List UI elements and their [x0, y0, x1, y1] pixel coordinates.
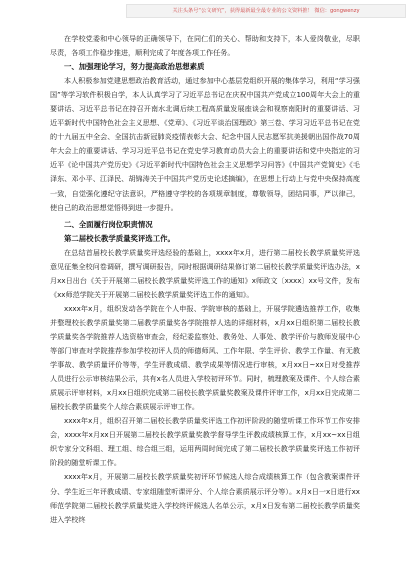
section-heading-1: 一、加强理论学习，努力提高政治思想素质 [64, 62, 205, 72]
body-paragraph: 在总结首届校长教学质量奖评选经验的基础上，xxxx年x月，进行第二届校长教学质量奖评选意见征集全校问卷调研，撰写调研报告，同时根据调研结果修订第二届校长教学质量奖评选办法，x月xx日出台《关于开展第二届校长教学质量奖评选工作的通知》x师政文〔xxxx〕xx号文件，发布《xx师范学院关于开展第二届校长教学质量奖评选工作的通知》。 [50, 247, 360, 299]
body-paragraph: xxxx年x月，组织发动各学院在个人申报、学院审核的基础上，开展学院遴选推荐工作，收集并整理校长教学质量奖第二届教学质量奖各学院推荐人选的详细材料，x月xx日组织第二届校长教学质量奖各学院推荐人选资格审查会，经纪委监察处、教务处、人事处、教学评价与教师发展中心等部门审查对学院推荐参加学校初评人员的师德师风、工作年限、学生评价、教学工作量、有无教学事故、教学质量评价等等，学生评教成绩、教学成果等情况进行审核，x月xx日~xx日对受推荐人员进行公示审核结果公示，共有x名人员进入学校初评环节。同时，梳理教案及课件、个人综合素质展示评审材料，x月xx日组织完成第二届校长教学质量奖教案及课件评审工作，x月xx日完成第二届校长教学质量奖个人综合素质展示评审工作。 [50, 303, 360, 412]
body-paragraph: 本人积极参加党建思想政治教育活动，通过参加中心基层党组织开展的集体学习，利用“学习强国”等学习软件积极自学，本人认真学习了习近平总书记在庆祝中国共产党成立100周年大会上的重要讲话、习近平总书记在持召开南水北调后续工程高质量发展座谈会和视察南阳时的重要讲话、习近平新时代中国特色社会主义思想、《党章》、《习近平谈治国理政》第三卷、学习习近平总书记在党的十九届五中全会、全国抗击新冠肺炎疫情表彰大会、纪念中国人民志愿军抗美援朝出国作战70周年大会上的重要讲话、学习习近平总书记在党史学习教育动员大会上的重要讲话和党中央指定的习近平《论中国共产党历史》《习近平新时代中国特色社会主义思想学习问答》《中国共产党简史》《毛泽东、邓小平、江泽民、胡锦涛关于中国共产党历史论述摘编》，在思想上行动上与党中央保持高度一致，自觉强化遵纪守法意识，严格遵守学校的各项规章制度，尊敬领导，团结同事，严以律己，使自己的政治思想觉悟得到进一步提升。 [50, 76, 360, 212]
body-paragraph: xxxx年x月，开展第二届校长教学质量奖初评环节候选人综合成绩核算工作（包含教案课件评分、学生近三年评教成绩、专家组随堂听课评分、个人综合素质展示评分等）。x月x日一x日进行xx师范学院第二届校长教学质量奖进入学校终评候选人名单公示，x月x日发布第二届校长教学质量奖进入学校终 [50, 472, 360, 524]
intro-paragraph: 在学校党委和中心领导的正确领导下，在同仁们的关心、帮助和支持下，本人爱岗敬业，尽职尽责，各项工作稳步推进，顺利完成了年度各项工作任务。 [50, 34, 360, 58]
section-heading-2: 二、全面履行岗位职责情况 [64, 219, 153, 229]
body-paragraph: xxxx年x月，组织召开第二届校长教学质量奖评选工作初评阶段的随堂听课工作环节工作安排会，xxxx年x月xx日开展第二届校长教学质量奖教学督导学生评教成绩核算工作，x月xx~xx日组织专家分文科组、理工组、综合组三组，运用两周时间完成了第二届校长教学质量奖评选工作初评阶段的随堂听课工作。 [50, 416, 360, 468]
document-body [50, 32, 360, 527]
subsection-heading: 第二届校长教学质量奖评选工作。 [64, 233, 175, 243]
header-banner: 关注头条号“公文研究”，获得最新最全最专业的公文资料推！ 微信：gongwenzy [126, 4, 406, 18]
